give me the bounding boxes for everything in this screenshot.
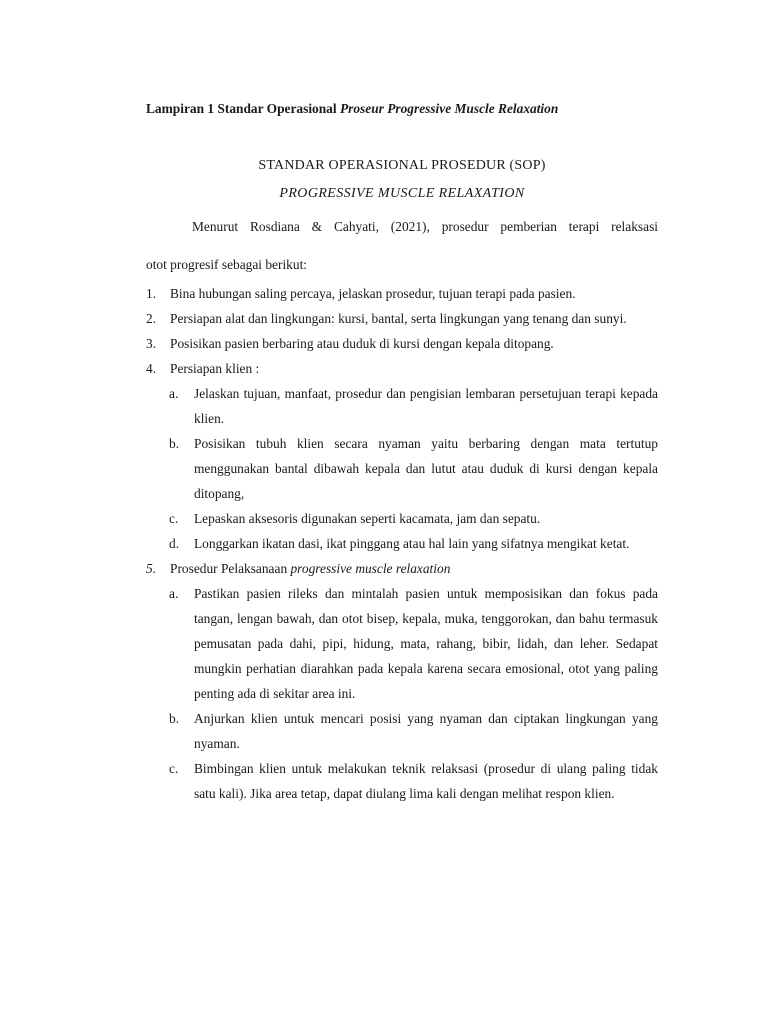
- sub-item-text: Pastikan pasien rileks dan mintalah pasien untuk memposisikan dan fokus pada tangan, lengan bawah, dan otot bisep, kepala, muka, tenggorokan, dan bahu termasuk pemusatan pada dahi, pipi, hidung, mata, rahang, bibir, lidah, dan leher. Sedapat mungkin perhatian diarahkan pada kepala karena secara emosional, otot yang paling penting ada di sekitar area ini.: [194, 586, 658, 701]
- sub-item-4d: [146, 531, 658, 556]
- sub-item-letter: b.: [169, 711, 180, 726]
- list-item-3: [146, 331, 658, 356]
- sop-subheading: PROGRESSIVE MUSCLE RELAXATION: [279, 186, 525, 201]
- sop-heading: STANDAR OPERASIONAL PROSEDUR (SOP): [258, 158, 546, 173]
- sub-item-4c: [146, 506, 658, 531]
- sub-item-letter: c.: [169, 511, 179, 526]
- list-item-text: Prosedur Pelaksanaan: [170, 561, 291, 576]
- list-item-number: 2.: [146, 311, 157, 326]
- sub-item-text: Bimbingan klien untuk melakukan teknik relaksasi (prosedur di ulang paling tidak satu kali). Jika area tetap, dapat diulang lima kali dengan melihat respon klien.: [194, 761, 658, 801]
- sub-item-text: Jelaskan tujuan, manfaat, prosedur dan pengisian lembaran persetujuan terapi kepada klien.: [194, 386, 658, 426]
- list-item-5: [146, 556, 658, 581]
- list-item-text: Persiapan klien :: [170, 361, 260, 376]
- sub-item-letter: a.: [169, 386, 179, 401]
- sub-item-text: Anjurkan klien untuk mencari posisi yang nyaman dan ciptakan lingkungan yang nyaman.: [194, 711, 658, 751]
- intro-line-1: Menurut Rosdiana & Cahyati, (2021), prosedur pemberian terapi relaksasi: [192, 219, 658, 234]
- sub-item-text: Lepaskan aksesoris digunakan seperti kacamata, jam dan sepatu.: [194, 511, 541, 526]
- intro-paragraph: [146, 214, 658, 277]
- sub-item-text: Longgarkan ikatan dasi, ikat pinggang atau hal lain yang sifatnya mengikat ketat.: [194, 536, 630, 551]
- sub-item-letter: a.: [169, 586, 179, 601]
- sub-item-4a: [146, 381, 658, 431]
- attachment-title: [146, 101, 558, 117]
- list-item-text: Posisikan pasien berbaring atau duduk di kursi dengan kepala ditopang.: [170, 336, 554, 351]
- procedure-list: [146, 281, 658, 806]
- sub-item-5b: [146, 706, 658, 756]
- sub-item-4b: [146, 431, 658, 506]
- list-item-text: Persiapan alat dan lingkungan: kursi, bantal, serta lingkungan yang tenang dan sunyi.: [170, 311, 627, 326]
- list-item-2: [146, 306, 658, 331]
- list-item-number: 1.: [146, 286, 157, 301]
- list-item-1: [146, 281, 658, 306]
- sub-item-letter: c.: [169, 761, 179, 776]
- attachment-title-italic: Proseur Progressive Muscle Relaxation: [339, 101, 559, 116]
- sub-item-5c: [146, 756, 658, 806]
- intro-line-2: otot progresif sebagai berikut:: [146, 257, 308, 272]
- attachment-title-bold: Lampiran 1 Standar Operasional: [146, 101, 340, 116]
- list-item-text: Bina hubungan saling percaya, jelaskan prosedur, tujuan terapi pada pasien.: [170, 286, 576, 301]
- sub-item-5a: [146, 581, 658, 706]
- list-item-number: 3.: [146, 336, 157, 351]
- list-item-number: 4.: [146, 361, 157, 376]
- list-item-4: [146, 356, 658, 381]
- sub-item-text: Posisikan tubuh klien secara nyaman yaitu berbaring dengan mata tertutup menggunakan bantal dibawah kepala dan lutut atau duduk di kursi dengan kepala ditopang,: [194, 436, 658, 501]
- list-item-number: 5.: [146, 561, 157, 576]
- list-item-text-italic: progressive muscle relaxation: [290, 561, 451, 576]
- sub-item-letter: d.: [169, 536, 180, 551]
- sub-item-letter: b.: [169, 436, 180, 451]
